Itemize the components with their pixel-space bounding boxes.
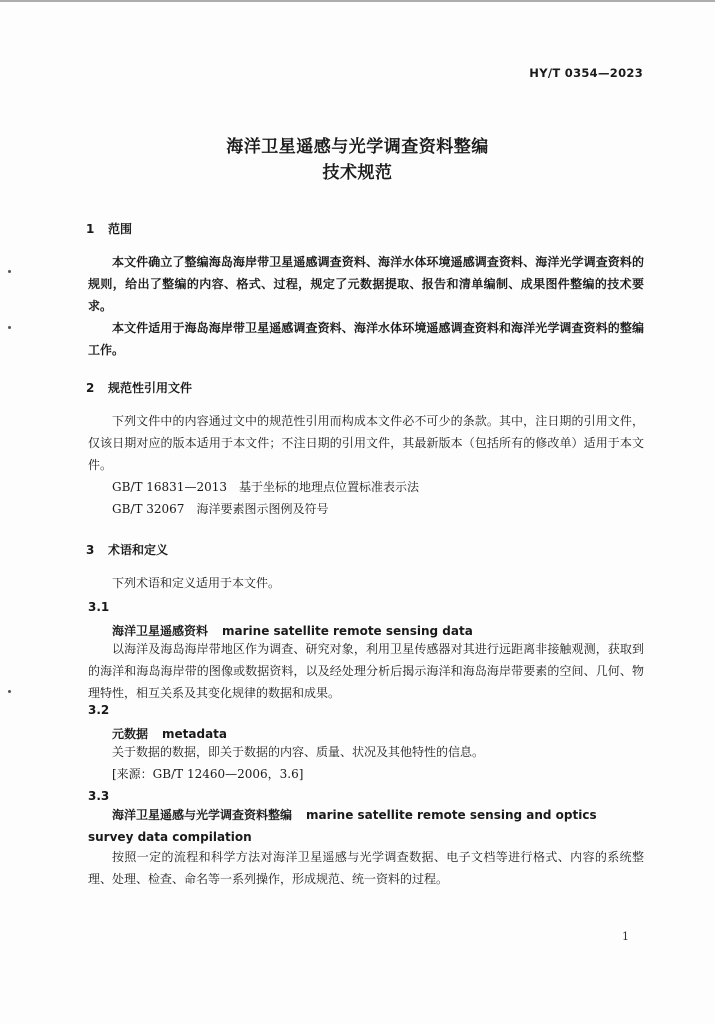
term-number: 3.3 — [88, 789, 110, 803]
section-number: 1 — [86, 222, 95, 236]
margin-dot — [8, 690, 11, 693]
margin-dot — [8, 270, 11, 273]
term-chinese: 海洋卫星遥感资料 — [112, 624, 209, 638]
section-number: 2 — [86, 381, 95, 395]
term-definition: 按照一定的流程和科学方法对海洋卫星遥感与光学调查数据、电子文档等进行格式、内容的系统整理、处理、检查、命名等一系列操作，形成规范、统一资料的过程。 — [88, 850, 644, 886]
document-title-line1: 海洋卫星遥感与光学调查资料整编 — [226, 137, 489, 157]
normative-reference: GB/T 16831—2013 基于坐标的地理点位置标准表示法 — [112, 480, 419, 494]
section-number: 3 — [86, 543, 95, 557]
page-number: 1 — [622, 930, 629, 943]
term-heading — [88, 804, 644, 848]
scan-top-edge — [0, 0, 715, 2]
term-chinese: 海洋卫星遥感与光学调查资料整编 — [112, 808, 293, 822]
section-1-paragraph-2: 本文件适用于海岛海岸带卫星遥感调查资料、海洋水体环境遥感调查资料和海洋光学调查资料的整编工作。 — [88, 321, 644, 357]
term-number: 3.1 — [88, 600, 110, 614]
section-3-intro: 下列术语和定义适用于本文件。 — [112, 576, 281, 590]
term-heading — [112, 725, 227, 742]
term-definition: 以海洋及海岛海岸带地区作为调查、研究对象，利用卫星传感器对其进行远距离非接触观测，获取到的海洋和海岛海岸带的图像或数据资料，以及经处理分析后揭示海洋和海岛海岸带要素的空间、几何、物理特性，相互关系及其变化规律的数据和成果。 — [88, 642, 644, 700]
term-chinese: 元数据 — [112, 727, 149, 741]
section-1-paragraph-1: 本文件确立了整编海岛海岸带卫星遥感调查资料、海洋水体环境遥感调查资料、海洋光学调查资料的规则，给出了整编的内容、格式、过程，规定了元数据提取、报告和清单编制、成果图件整编的技术要求。 — [88, 255, 644, 313]
term-source: [来源：GB/T 12460—2006，3.6] — [112, 767, 304, 781]
margin-dot — [8, 326, 11, 329]
section-title: 规范性引用文件 — [108, 381, 193, 395]
section-3-heading — [86, 541, 168, 558]
document-title-line2: 技术规范 — [322, 163, 393, 183]
term-english: marine satellite remote sensing and optics survey data compilation — [88, 808, 597, 844]
document-code: HY/T 0354—2023 — [529, 66, 643, 80]
term-number: 3.2 — [88, 703, 110, 717]
normative-reference: GB/T 32067 海洋要素图示图例及符号 — [112, 502, 329, 516]
term-definition: 关于数据的数据，即关于数据的内容、质量、状况及其他特性的信息。 — [112, 745, 485, 759]
section-title: 范围 — [108, 222, 133, 236]
term-english: marine satellite remote sensing data — [222, 624, 473, 638]
term-english: metadata — [162, 727, 228, 741]
term-heading — [112, 622, 473, 639]
section-title: 术语和定义 — [108, 543, 169, 557]
section-2-heading — [86, 379, 192, 396]
section-1-heading — [86, 220, 132, 237]
section-2-paragraph-1: 下列文件中的内容通过文中的规范性引用而构成本文件必不可少的条款。其中，注日期的引用文件，仅该日期对应的版本适用于本文件；不注日期的引用文件，其最新版本（包括所有的修改单）适用于本文件。 — [88, 414, 644, 472]
